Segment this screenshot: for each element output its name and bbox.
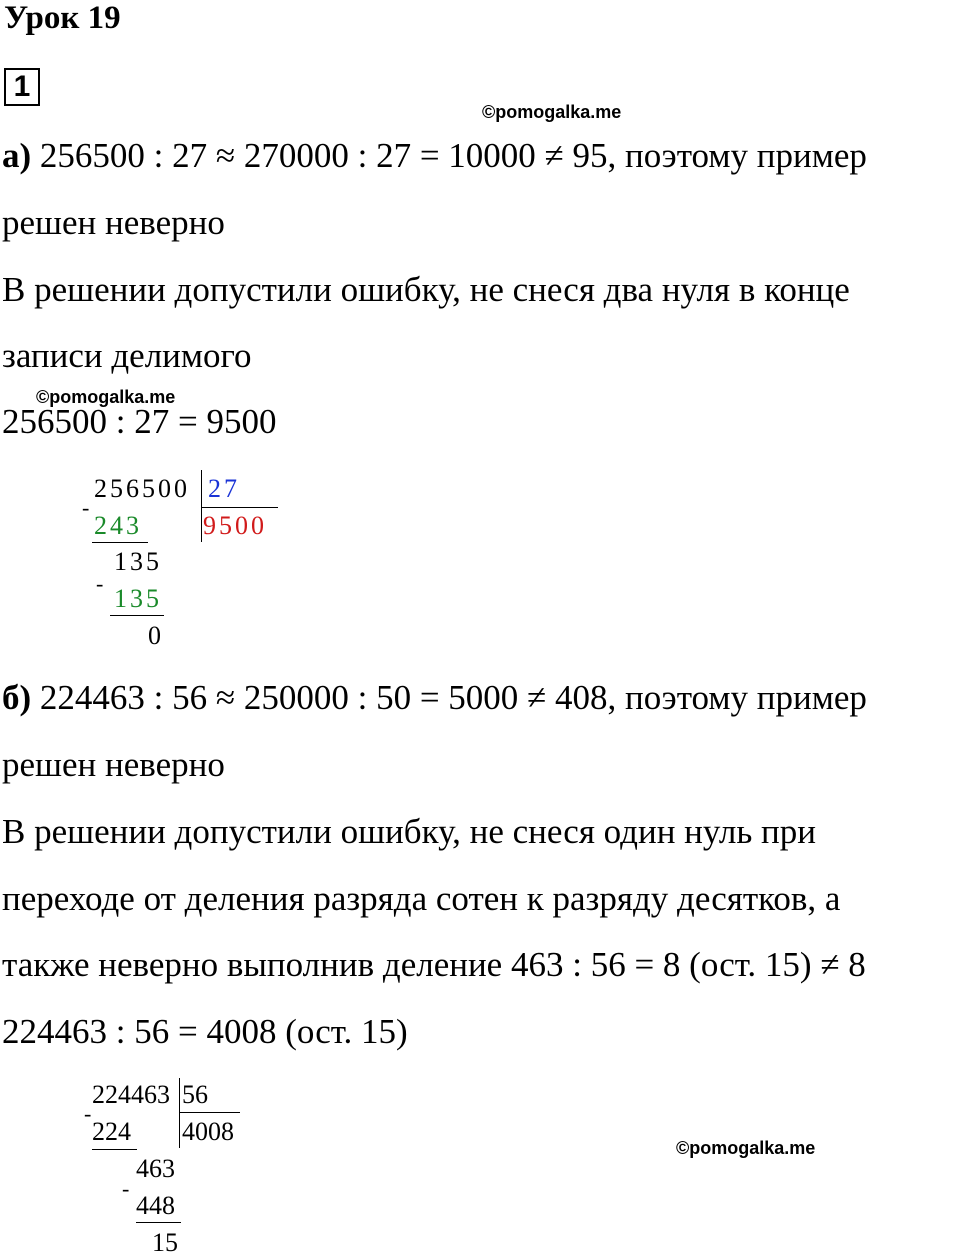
division-vertical-line <box>201 470 202 542</box>
part-b-line-4: переходе от деления разряда сотен к разряду десятков, а <box>2 879 841 918</box>
part-a-line-3: В решении допустили ошибку, не снеся два нуля в конце <box>2 270 850 309</box>
division-divisor: 56 <box>182 1080 208 1109</box>
watermark: ©pomogalka.me <box>482 102 622 122</box>
division-underline-1 <box>92 1149 137 1150</box>
part-a-line-2: решен неверно <box>2 203 225 242</box>
part-a-line-1 <box>2 136 867 176</box>
division-divisor-line <box>179 1112 240 1113</box>
part-b-answer: 224463 : 56 = 4008 (ост. 15) <box>2 1012 408 1051</box>
division-subtrahend-2: 448 <box>136 1191 175 1220</box>
division-underline-1 <box>92 542 148 543</box>
watermark: ©pomogalka.me <box>36 387 176 407</box>
division-underline-2 <box>136 1222 181 1223</box>
division-dividend: 256500 <box>94 474 190 503</box>
division-subtrahend-2: 135 <box>114 584 162 613</box>
division-vertical-line <box>179 1078 180 1148</box>
part-b-line-1 <box>2 678 867 718</box>
part-a-line-4: записи делимого <box>2 336 252 375</box>
part-b-line-2: решен неверно <box>2 745 225 784</box>
division-quotient: 9500 <box>203 511 267 540</box>
part-a-answer: 256500 : 27 = 9500 <box>2 402 277 441</box>
minus-sign: - <box>82 495 90 520</box>
division-underline-2 <box>110 615 164 616</box>
division-remainder-1: 463 <box>136 1154 175 1183</box>
part-a-label: а) <box>2 136 32 175</box>
division-quotient: 4008 <box>182 1117 234 1146</box>
division-subtrahend-1: 243 <box>94 511 142 540</box>
division-remainder-2: 15 <box>152 1228 178 1257</box>
division-divisor-line <box>201 507 278 508</box>
part-b-estimate: 224463 : 56 ≈ 250000 : 50 = 5000 ≠ 408, поэтому пример <box>31 678 867 717</box>
division-dividend: 224463 <box>92 1080 170 1109</box>
division-subtrahend-1: 224 <box>92 1117 131 1146</box>
part-a-estimate: 256500 : 27 ≈ 270000 : 27 = 10000 ≠ 95, поэтому пример <box>31 136 867 175</box>
minus-sign: - <box>84 1101 92 1126</box>
division-remainder-1: 135 <box>114 547 162 576</box>
minus-sign: - <box>122 1176 130 1201</box>
watermark: ©pomogalka.me <box>676 1138 816 1158</box>
division-remainder-2: 0 <box>148 621 164 650</box>
part-b-line-3: В решении допустили ошибку, не снеся один нуль при <box>2 812 817 851</box>
part-b-label: б) <box>2 678 32 717</box>
minus-sign: - <box>96 571 104 596</box>
task-number-box: 1 <box>4 68 40 106</box>
part-b-line-5: также неверно выполнив деление 463 : 56 = 8 (ост. 15) ≠ 8 <box>2 945 866 984</box>
division-divisor: 27 <box>208 474 240 503</box>
lesson-title: Урок 19 <box>4 0 121 36</box>
